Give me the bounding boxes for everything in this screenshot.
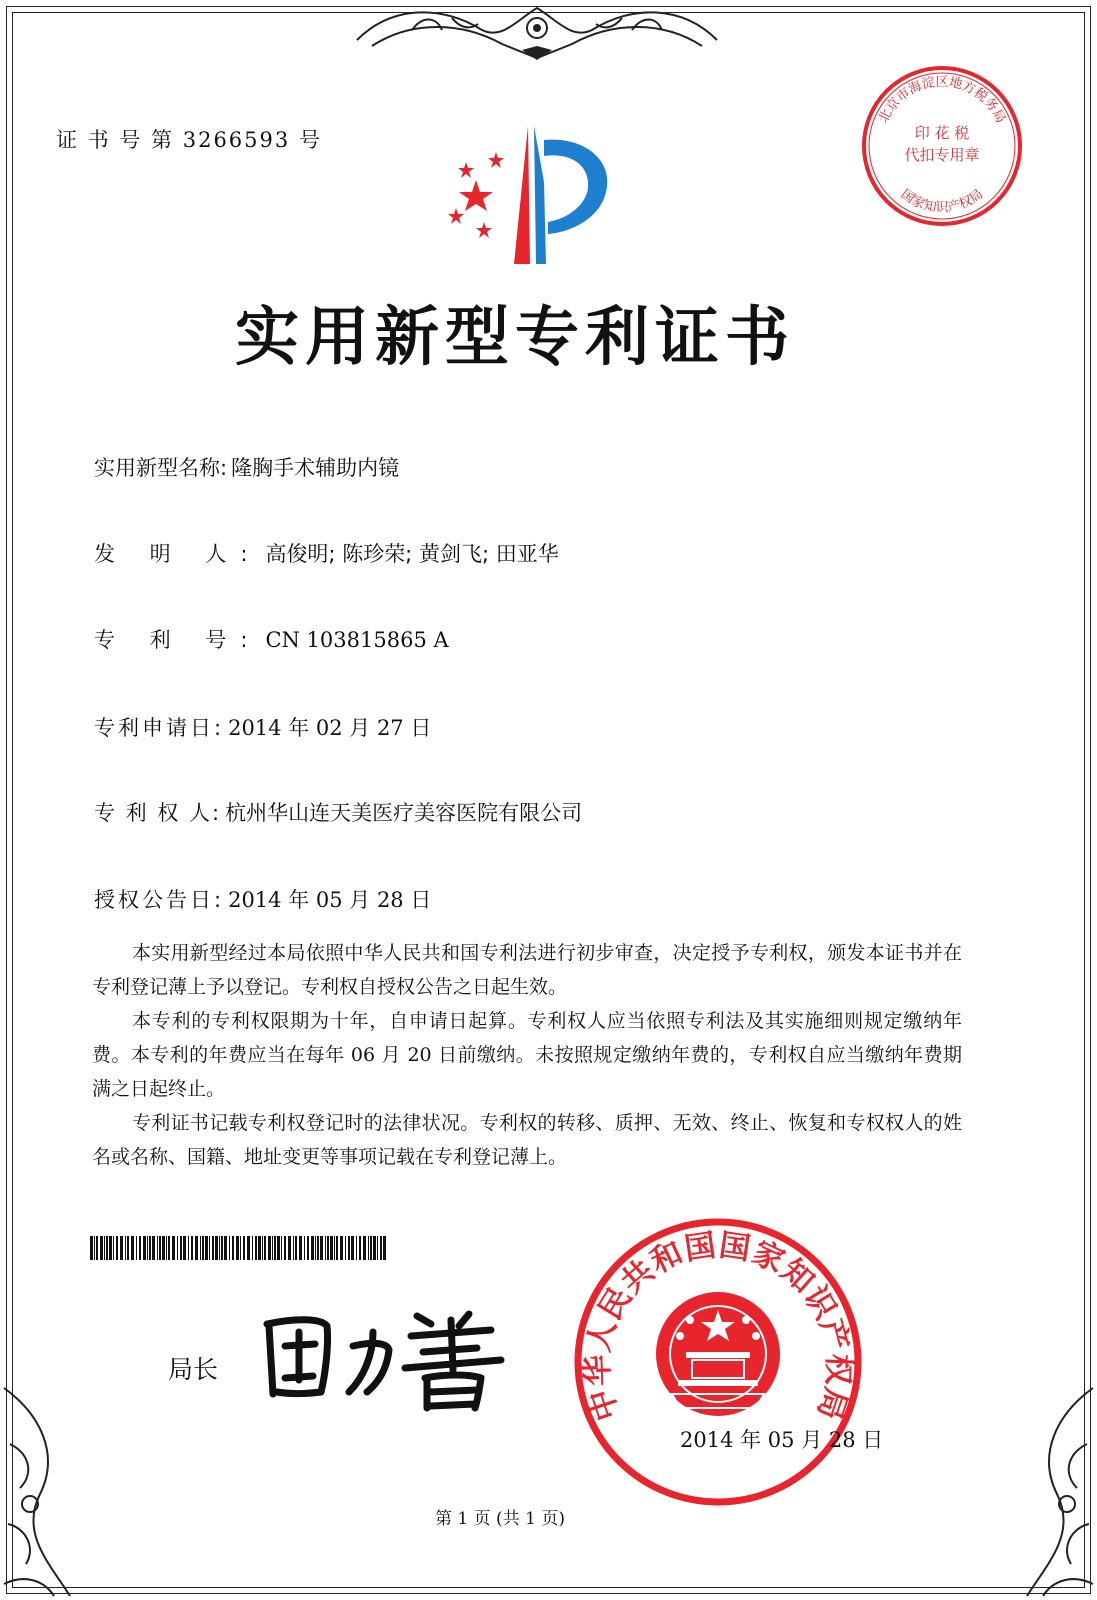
barcode-bar — [221, 1236, 223, 1260]
barcode-bar — [188, 1236, 189, 1260]
field-value: 隆胸手术辅助内镜 — [231, 456, 400, 480]
seal-text: 中华人民共和国国家知识产权局 — [579, 1227, 857, 1425]
barcode-bar — [106, 1236, 108, 1260]
barcode-bar — [299, 1236, 302, 1260]
tax-stamp-seal — [858, 62, 1026, 230]
barcode-bar — [351, 1236, 354, 1260]
page-number: 第 1 页 (共 1 页) — [435, 1509, 565, 1529]
barcode-bar — [370, 1236, 372, 1260]
barcode-bar — [359, 1236, 361, 1260]
barcode-bar — [356, 1236, 357, 1260]
barcode-bar — [304, 1236, 305, 1260]
barcode-bar — [311, 1236, 314, 1260]
tax-seal-outer-text: 北京市海淀区地方税务局 — [876, 74, 1008, 126]
barcode-bar — [180, 1236, 182, 1260]
certificate-number-label: 证 书 号 第 — [56, 128, 175, 152]
field-value: 杭州华山连天美医疗美容医院有限公司 — [225, 801, 583, 825]
barcode — [90, 1236, 390, 1260]
field-label: 发 明 人: — [94, 542, 262, 566]
barcode-bar — [327, 1236, 329, 1260]
barcode-bar — [191, 1236, 193, 1260]
barcode-bar — [373, 1236, 376, 1260]
field-inventor — [94, 538, 559, 568]
barcode-bar — [277, 1236, 280, 1260]
barcode-bar — [348, 1236, 350, 1260]
field-label: 专利申请日: — [94, 716, 225, 740]
barcode-bar — [219, 1236, 220, 1260]
field-label: 授权公告日: — [94, 888, 225, 912]
tax-seal-center-line-2: 代扣专用章 — [904, 146, 980, 164]
barcode-bar — [113, 1236, 114, 1260]
barcode-bar — [252, 1236, 253, 1260]
barcode-bar — [200, 1236, 201, 1260]
field-patentee — [94, 797, 582, 827]
barcode-bar — [149, 1236, 151, 1260]
barcode-bar — [177, 1236, 178, 1260]
barcode-bar — [96, 1236, 98, 1260]
barcode-bar — [143, 1236, 146, 1260]
barcode-bar — [109, 1236, 112, 1260]
barcode-bar — [116, 1236, 118, 1260]
barcode-bar — [136, 1236, 137, 1260]
barcode-bar — [127, 1236, 129, 1260]
barcode-bar — [264, 1236, 266, 1260]
barcode-bar — [212, 1236, 214, 1260]
certificate-number-suffix: 号 — [298, 128, 322, 152]
field-value: 2014 年 05 月 28 日 — [228, 888, 432, 912]
field-grant-date — [94, 884, 431, 914]
barcode-bar — [139, 1236, 141, 1260]
barcode-bar — [380, 1236, 382, 1260]
top-ornament-icon — [352, 0, 722, 62]
field-utility-model-name — [94, 452, 399, 482]
barcode-bar — [232, 1236, 234, 1260]
barcode-bar — [215, 1236, 218, 1260]
barcode-bar — [334, 1236, 335, 1260]
barcode-bar — [336, 1236, 338, 1260]
barcode-bar — [159, 1236, 161, 1260]
barcode-bar — [131, 1236, 134, 1260]
barcode-bar — [274, 1236, 276, 1260]
barcode-bar — [307, 1236, 309, 1260]
barcode-bar — [262, 1236, 263, 1260]
svg-text:国家知识产权局 — [898, 187, 986, 216]
barcode-bar — [157, 1236, 158, 1260]
barcode-bar — [224, 1236, 227, 1260]
barcode-bar — [363, 1236, 366, 1260]
paragraph-3: 专利证书记载专利权登记时的法律状况。专利权的转移、质押、无效、终止、恢复和专权权人的姓名或名称、国籍、地址变更等事项记载在专利登记薄上。 — [92, 1112, 962, 1168]
tax-seal-center-line-1: 印 花 税 — [914, 124, 970, 142]
field-patent-number — [94, 624, 449, 654]
barcode-bar — [172, 1236, 175, 1260]
barcode-bar — [166, 1236, 167, 1260]
barcode-bar — [281, 1236, 282, 1260]
barcode-bar — [383, 1236, 386, 1260]
barcode-bar — [255, 1236, 257, 1260]
barcode-bar — [120, 1236, 123, 1260]
barcode-bar — [320, 1236, 323, 1260]
field-value: CN 103815865 A — [265, 628, 449, 652]
barcode-bar — [183, 1236, 186, 1260]
barcode-bar — [147, 1236, 148, 1260]
barcode-bar — [152, 1236, 155, 1260]
barcode-bar — [284, 1236, 286, 1260]
paragraph-2: 本专利的专利权限期为十年，自申请日起算。专利权人应当依照专利法及其实施细则规定缴纳年费。本专利的年费应当在每年 06 月 20 日前缴纳。未按照规定缴纳年费的，专利权自应当缴纳年费期满之日起终止。 — [92, 1010, 962, 1100]
barcode-bar — [209, 1236, 210, 1260]
corner-ornament-left-icon — [0, 1384, 72, 1600]
barcode-bar — [345, 1236, 346, 1260]
patent-office-logo-icon — [436, 122, 626, 272]
barcode-bar — [368, 1236, 369, 1260]
field-label: 实用新型名称: — [94, 456, 228, 480]
paragraph-1: 本实用新型经过本局依照中华人民共和国专利法进行初步审查，决定授予专利权，颁发本证书并在专利登记薄上予以登记。专利权自授权公告之日起生效。 — [92, 942, 962, 998]
barcode-bar — [205, 1236, 208, 1260]
barcode-bar — [340, 1236, 343, 1260]
national-emblem-icon — [656, 1292, 780, 1416]
barcode-bar — [247, 1236, 250, 1260]
certificate-number — [56, 124, 322, 154]
director-signature — [255, 1296, 515, 1416]
barcode-bar — [288, 1236, 291, 1260]
barcode-bar — [240, 1236, 241, 1260]
certificate-number-value: 3266593 — [182, 128, 291, 152]
field-label: 专 利 权 人: — [94, 801, 222, 825]
barcode-bar — [295, 1236, 297, 1260]
tax-seal-bottom-text: 国家知识产权局 — [897, 186, 987, 216]
page-title: 实用新型专利证书 — [235, 300, 795, 375]
barcode-bar — [377, 1236, 378, 1260]
barcode-bar — [317, 1236, 319, 1260]
barcode-bar — [315, 1236, 316, 1260]
corner-ornament-right-icon — [1025, 1384, 1097, 1600]
barcode-bar — [202, 1236, 204, 1260]
barcode-bar — [168, 1236, 170, 1260]
sign-date: 2014 年 05 月 28 日 — [680, 1428, 884, 1452]
barcode-bar — [330, 1236, 333, 1260]
barcode-bar — [90, 1236, 93, 1260]
barcode-bar — [243, 1236, 245, 1260]
field-value: 高俊明; 陈珍荣; 黄剑飞; 田亚华 — [265, 542, 559, 566]
field-filing-date — [94, 712, 431, 742]
field-value: 2014 年 02 月 27 日 — [228, 716, 432, 740]
barcode-bar — [236, 1236, 239, 1260]
barcode-bar — [258, 1236, 261, 1260]
barcode-bar — [229, 1236, 230, 1260]
barcode-bar — [94, 1236, 95, 1260]
barcode-bar — [125, 1236, 126, 1260]
barcode-bar — [325, 1236, 326, 1260]
barcode-bar — [272, 1236, 273, 1260]
barcode-bar — [100, 1236, 103, 1260]
field-label: 专 利 号: — [94, 628, 262, 652]
barcode-bar — [104, 1236, 105, 1260]
barcode-bar — [195, 1236, 198, 1260]
director-label: 局长 — [168, 1355, 219, 1384]
national-ipa-seal — [568, 1212, 868, 1512]
barcode-bar — [162, 1236, 165, 1260]
barcode-bar — [268, 1236, 271, 1260]
barcode-bar — [293, 1236, 294, 1260]
